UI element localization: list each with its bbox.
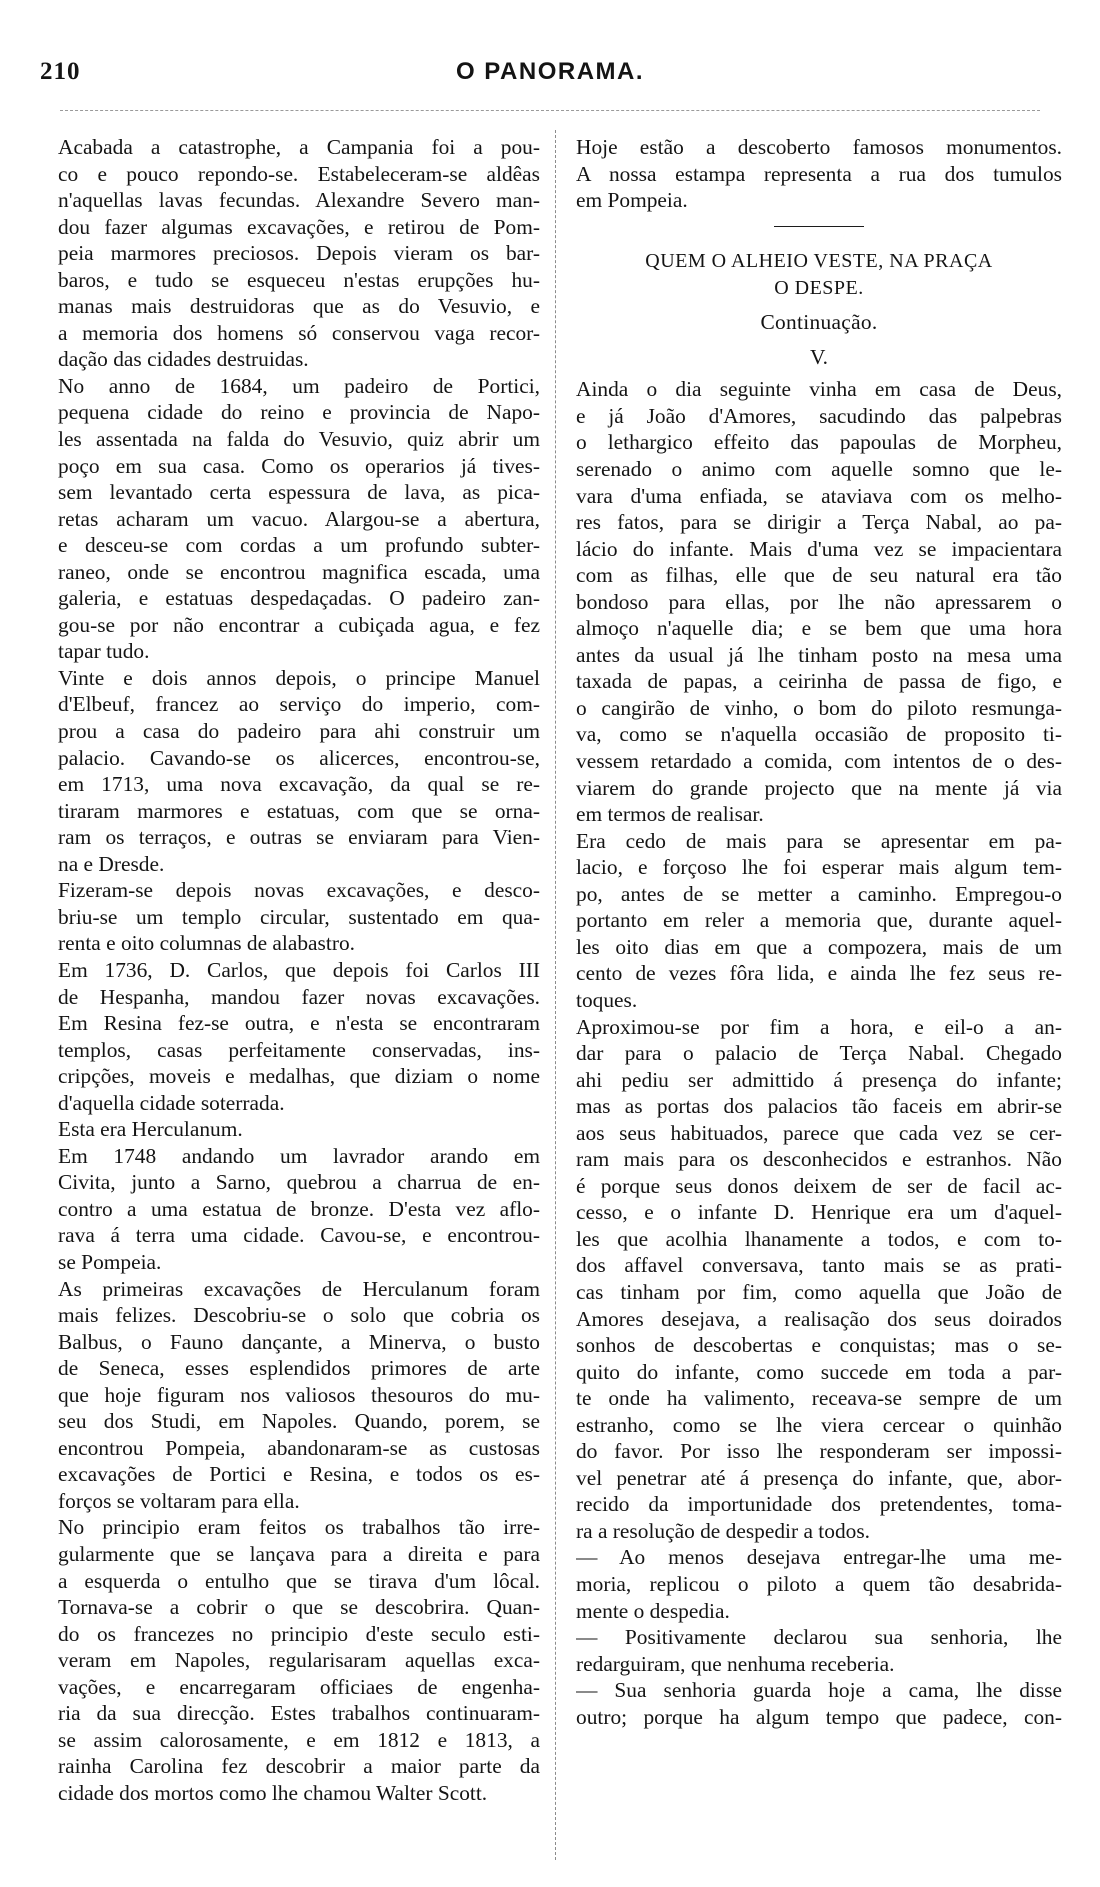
text-line: ram mais para os desconhecidos e estranhos. Não <box>576 1147 1062 1172</box>
right-column <box>576 134 1062 1730</box>
text-line: do os francezes no principio d'este seculo esti- <box>58 1621 540 1646</box>
text-line: em 1713, uma nova excavação, da qual se re- <box>58 772 540 797</box>
text-line: de Hespanha, mandou fazer novas excavações. <box>58 984 540 1009</box>
text-line: les oito dias em que a compozera, mais de um <box>576 934 1062 959</box>
text-line: baros, e tudo se esqueceu n'estas erupções hu- <box>58 267 540 292</box>
text-line: Esta era Herculanum. <box>58 1117 243 1142</box>
text-line: tapar tudo. <box>58 639 150 664</box>
text-line: Hoje estão a descoberto famosos monumentos. <box>576 135 1062 159</box>
text-line: se Pompeia. <box>58 1249 162 1274</box>
text-line: As primeiras excavações de Herculanum foram <box>58 1276 540 1301</box>
text-line: antes da usual já lhe tinham posto na mesa uma <box>576 642 1062 667</box>
text-line: renta e oito columnas de alabastro. <box>58 931 355 956</box>
text-line: manas mais destruidoras que as do Vesuvio, e <box>58 294 540 319</box>
text-line: Amores desejava, a realisação dos seus doirados <box>576 1306 1062 1331</box>
text-line: cas tinham por fim, como aquella que João de <box>576 1279 1062 1304</box>
text-line: cidade dos mortos como lhe chamou Walter Scott. <box>58 1780 488 1805</box>
text-line: encontrou Pompeia, abandonaram-se as custosas <box>58 1435 540 1460</box>
text-line: tiraram marmores e estatuas, com que se orna- <box>58 798 540 823</box>
text-line: A nossa estampa representa a rua dos tumulos <box>576 161 1062 186</box>
text-line: — Ao menos desejava entregar-lhe uma me- <box>576 1545 1062 1570</box>
text-line: ra a resolução de despedir a todos. <box>576 1518 871 1543</box>
text-line: briu-se um templo circular, sustentado em qua- <box>58 904 540 929</box>
text-line: se assim calorosamente, e em 1812 e 1813, a <box>58 1727 540 1752</box>
text-line: cripções, moveis e medalhas, que diziam o nome <box>58 1064 540 1089</box>
text-line: é porque seus donos deixem de ser de facil ac- <box>576 1173 1062 1198</box>
text-line: viarem do grande projecto que na mente já via <box>576 775 1062 800</box>
text-line: dou fazer algumas excavações, e retirou de Pom- <box>58 214 540 239</box>
text-line: forços se voltaram para ella. <box>58 1488 300 1513</box>
text-line: mente o despedia. <box>576 1598 730 1623</box>
text-line: gularmente que se lançava para a direita e para <box>58 1541 540 1566</box>
text-line: ahi pediu ser admittido á presença do infante; <box>576 1067 1062 1092</box>
text-line: dos affavel conversava, tanto mais se as prati- <box>576 1253 1062 1278</box>
text-line: na e Dresde. <box>58 851 165 876</box>
text-line: toques. <box>576 987 638 1012</box>
text-line: bondoso para ellas, por lhe não apressarem o <box>576 589 1062 614</box>
header-rule <box>60 110 1040 111</box>
text-line: a memoria dos homens só conservou vaga recor- <box>58 320 540 345</box>
text-line: Civita, junto a Sarno, quebrou a charrua de en- <box>58 1170 540 1195</box>
text-line: prou a casa do padeiro para ahi construir um <box>58 719 540 744</box>
text-line: o cangirão de vinho, o bom do piloto resmunga- <box>576 695 1062 720</box>
text-line: seu dos Studi, em Napoles. Quando, porem, se <box>58 1409 540 1434</box>
text-line: vessem retardado a comida, com intentos de o des- <box>576 749 1062 774</box>
text-line: Fizeram-se depois novas excavações, e desco- <box>58 878 540 903</box>
text-line: vara d'uma enfiada, se ataviava com os melho- <box>576 483 1062 508</box>
section-title-line-1: QUEM O ALHEIO VESTE, NA PRAÇA <box>645 250 993 273</box>
text-line: do favor. Por isso lhe responderam ser impossi- <box>576 1439 1062 1464</box>
text-line: que hoje figuram nos valiosos thesouros do mu- <box>58 1382 540 1407</box>
text-line: mas as portas dos palacios tão faceis em abrir-se <box>576 1094 1062 1119</box>
text-line: contro a uma estatua de bronze. D'esta vez aflo- <box>58 1196 540 1221</box>
text-line: ram os terraços, e outras se enviaram para Vien- <box>58 825 540 850</box>
text-line: veram em Napoles, regularisaram aquellas exca- <box>58 1648 540 1673</box>
text-line: em termos de realisar. <box>576 802 764 827</box>
text-line: portanto em reler a memoria que, durante aquel- <box>576 908 1062 933</box>
left-column <box>58 134 540 1806</box>
text-line: d'aquella cidade soterrada. <box>58 1090 285 1115</box>
text-line: No principio eram feitos os trabalhos tão irre- <box>58 1515 540 1540</box>
text-line: n'aquellas lavas fecundas. Alexandre Severo man- <box>58 188 540 213</box>
text-line: gou-se por não encontrar a cubiçada agua, e fez <box>58 612 540 637</box>
intro-paragraph <box>576 134 1062 214</box>
text-line: Tornava-se a cobrir o que se descobrira. Quan- <box>58 1595 540 1620</box>
text-line: Vinte e dois annos depois, o principe Manuel <box>58 665 540 690</box>
text-line: cento de vezes fôra lida, e ainda lhe fez seus re- <box>576 961 1062 986</box>
text-line: palacio. Cavando-se os alicerces, encontrou-se, <box>58 745 540 770</box>
continuation-label: Continuação. <box>760 310 878 335</box>
text-line: res fatos, para se dirigir a Terça Nabal, ao pa- <box>576 510 1062 535</box>
text-line: — Sua senhoria guarda hoje a cama, lhe disse <box>576 1678 1062 1703</box>
text-line: cesso, e o infante D. Henrique era um d'aquel- <box>576 1200 1062 1225</box>
text-line: lacio, e forçoso lhe foi esperar mais algum tem- <box>576 855 1062 880</box>
text-line: Era cedo de mais para se apresentar em pa- <box>576 828 1062 853</box>
text-line: co e pouco repondo-se. Estabeleceram-se aldêas <box>58 161 540 186</box>
text-line: de Seneca, esses esplendidos primores de arte <box>58 1356 540 1381</box>
text-line: excavações de Portici e Resina, e todos os es- <box>58 1462 540 1487</box>
text-line: po, antes de se metter a caminho. Empregou-o <box>576 881 1062 906</box>
text-line: raneo, onde se encontrou magnifica escada, uma <box>58 559 540 584</box>
text-line: outro; porque ha algum tempo que padece, con- <box>576 1704 1062 1729</box>
text-line: serenado o animo com aquelle somno que le- <box>576 457 1062 482</box>
column-divider <box>555 130 556 1860</box>
text-line: vel penetrar até á presença do infante, que, abor- <box>576 1465 1062 1490</box>
text-line: em Pompeia. <box>576 188 688 213</box>
text-line: te onde ha valimento, receava-se sempre de um <box>576 1386 1062 1411</box>
text-line: mais felizes. Descobriu-se o solo que cobria os <box>58 1303 540 1328</box>
text-line: moria, replicou o piloto a quem tão desabrida- <box>576 1571 1062 1596</box>
text-line: Balbus, o Fauno dançante, a Minerva, o busto <box>58 1329 540 1354</box>
text-line: Em Resina fez-se outra, e n'esta se encontraram <box>58 1011 540 1036</box>
text-line: a esquerda o entulho que se tirava d'um lôcal. <box>58 1568 540 1593</box>
text-line: lácio do infante. Mais d'uma vez se impacientara <box>576 536 1062 561</box>
text-line: ria da sua direcção. Estes trabalhos continuaram- <box>58 1701 540 1726</box>
text-line: pequena cidade do reino e provincia de Napo- <box>58 400 540 425</box>
text-line: dar para o palacio de Terça Nabal. Chegado <box>576 1041 1062 1066</box>
text-line: Ainda o dia seguinte vinha em casa de Deus, <box>576 377 1062 402</box>
chapter-mark: V. <box>809 344 829 369</box>
text-line: sem levantado certa espessura de lava, as pica- <box>58 480 540 505</box>
text-line: redarguiram, que nenhuma receberia. <box>576 1651 895 1676</box>
section-title-line-2: O DESPE. <box>774 276 864 299</box>
text-line: recido da importunidade dos pretendentes, toma- <box>576 1492 1062 1517</box>
journal-title: O PANORAMA. <box>455 58 645 85</box>
text-line: com as filhas, elle que de seu natural era tão <box>576 563 1062 588</box>
text-line: e já João d'Amores, sacudindo das palpebras <box>576 403 1062 428</box>
text-line: rainha Carolina fez descobrir a maior parte da <box>58 1754 540 1779</box>
text-line: Em 1736, D. Carlos, que depois foi Carlos III <box>58 957 540 982</box>
text-line: vações, e encarregaram officiaes de engenha- <box>58 1674 540 1699</box>
text-line: retas acharam um vacuo. Alargou-se a abertura, <box>58 506 540 531</box>
page-number: 210 <box>40 58 81 85</box>
text-line: No anno de 1684, um padeiro de Portici, <box>58 373 540 398</box>
text-line: templos, casas perfeitamente conservadas, ins- <box>58 1037 540 1062</box>
text-line: quito do infante, como succede em toda a par- <box>576 1359 1062 1384</box>
text-line: o lethargico effeito das papoulas de Morpheu, <box>576 430 1062 455</box>
text-line: estranho, como se lhe viera cercear o quinhão <box>576 1412 1062 1437</box>
text-line: — Positivamente declarou sua senhoria, lhe <box>576 1625 1062 1650</box>
text-line: poço em sua casa. Como os operarios já tives- <box>58 453 540 478</box>
text-line: e desceu-se com cordas a um profundo subter- <box>58 533 540 558</box>
text-line: Acabada a catastrophe, a Campania foi a pou- <box>58 135 540 159</box>
text-line: rava á terra uma cidade. Cavou-se, e encontrou- <box>58 1223 540 1248</box>
text-line: almoço n'aquelle dia; e se bem que uma hora <box>576 616 1062 641</box>
article-body <box>576 376 1062 1730</box>
page-header <box>0 58 1100 98</box>
text-line: Em 1748 andando um lavrador arando em <box>58 1143 540 1168</box>
text-line: les assentada na falda do Vesuvio, quiz abrir um <box>58 427 540 452</box>
text-line: sonhos de descobertas e conquistas; mas o se- <box>576 1333 1062 1358</box>
text-line: Aproximou-se por fim a hora, e eil-o a an- <box>576 1014 1062 1039</box>
text-line: d'Elbeuf, francez ao serviço do imperio, com- <box>58 692 540 717</box>
section-separator <box>576 214 1062 241</box>
text-line: les que acolhia lhanamente a todos, e com to- <box>576 1226 1062 1251</box>
text-line: galeria, e estatuas despedaçadas. O padeiro zan- <box>58 586 540 611</box>
text-line: va, como se n'aquella occasião de proposito ti- <box>576 722 1062 747</box>
text-line: aos seus habituados, parece que cada vez se cer- <box>576 1120 1062 1145</box>
text-line: taxada de papas, a ceirinha de passa de figo, e <box>576 669 1062 694</box>
text-line: peia marmores preciosos. Depois vieram os bar- <box>58 241 540 266</box>
text-line: dação das cidades destruidas. <box>58 347 309 372</box>
